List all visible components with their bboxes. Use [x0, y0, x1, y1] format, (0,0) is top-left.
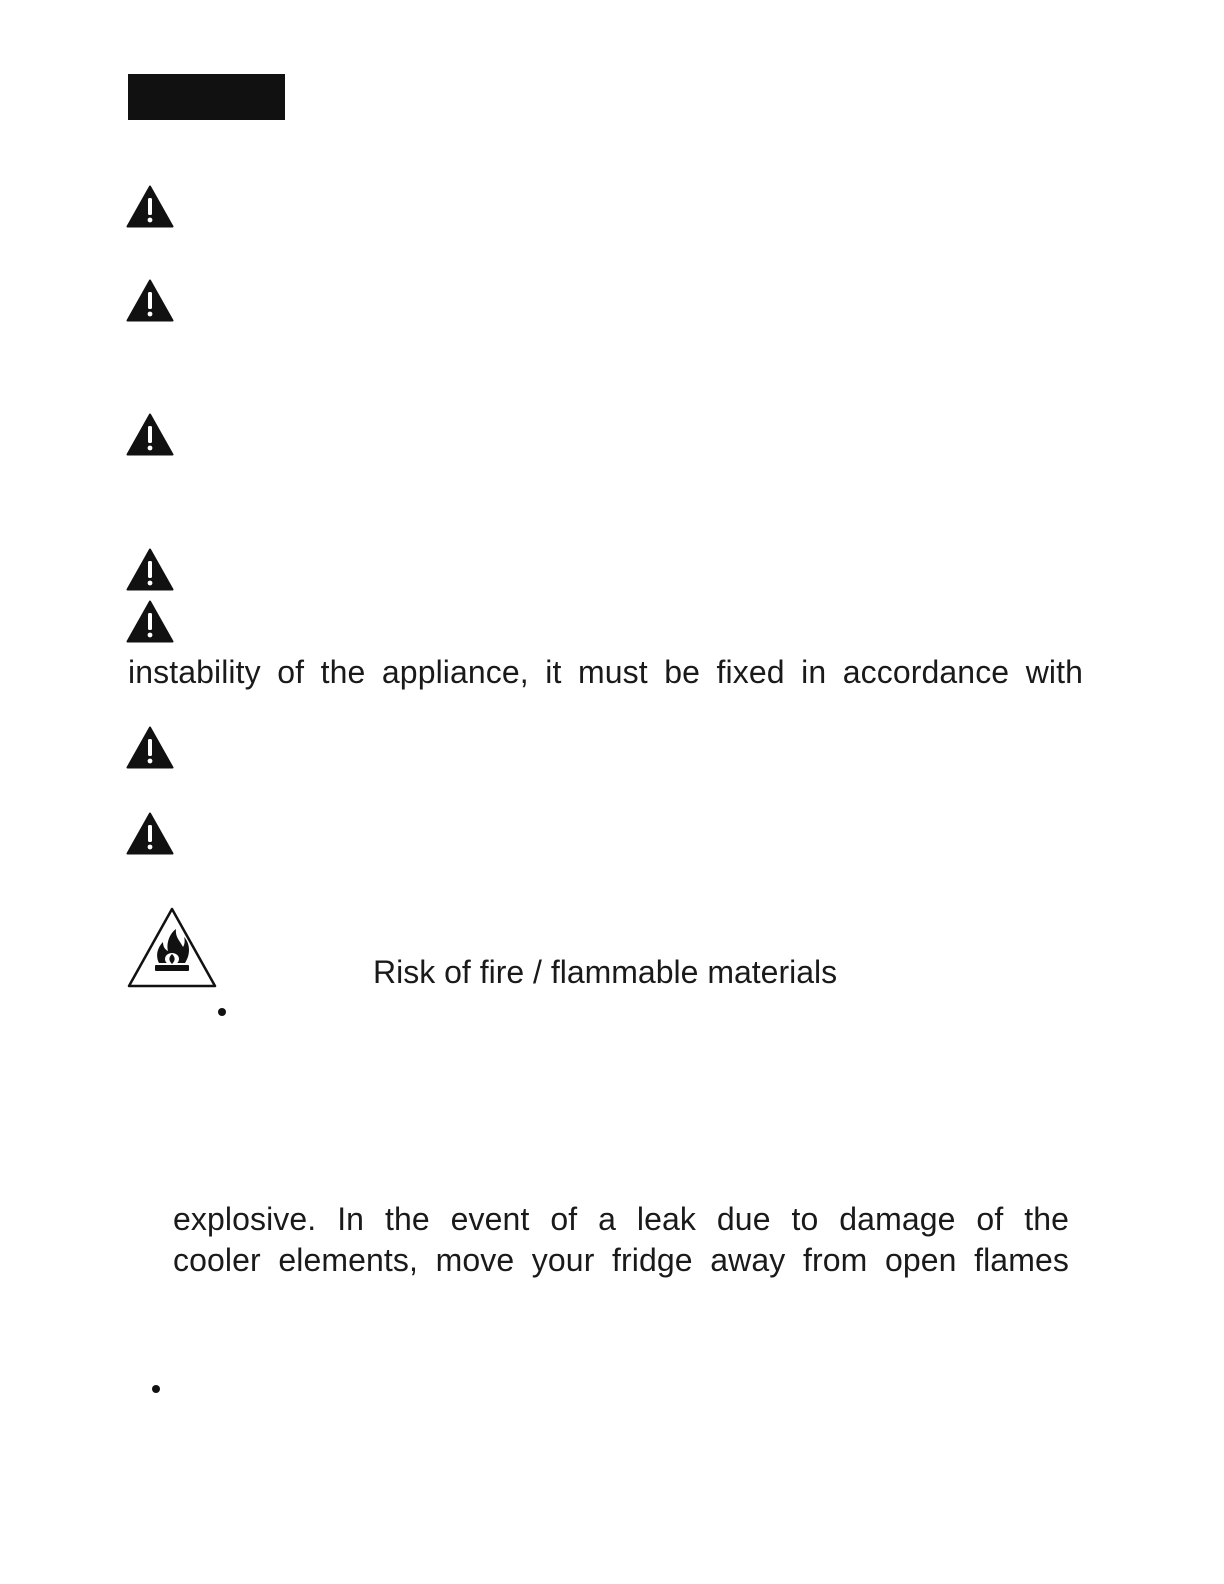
flammable-materials-icon [127, 907, 217, 988]
warning-triangle-icon [126, 548, 174, 591]
warning-triangle-icon [126, 413, 174, 456]
bullet-point [218, 1008, 226, 1016]
body-text-line: instability of the appliance, it must be fixed in accordance with [128, 654, 1083, 690]
body-text-line: explosive. In the event of a leak due to damage of the [173, 1201, 1069, 1237]
warning-triangle-icon [126, 726, 174, 769]
bullet-point [152, 1385, 160, 1393]
warning-triangle-icon [126, 185, 174, 228]
warning-triangle-icon [126, 812, 174, 855]
body-text-line: cooler elements, move your fridge away from open flames [173, 1242, 1069, 1278]
warning-triangle-icon [126, 279, 174, 322]
warning-triangle-icon [126, 600, 174, 643]
fire-risk-title: Risk of fire / flammable materials [373, 954, 838, 990]
section-header-bar [128, 74, 285, 120]
